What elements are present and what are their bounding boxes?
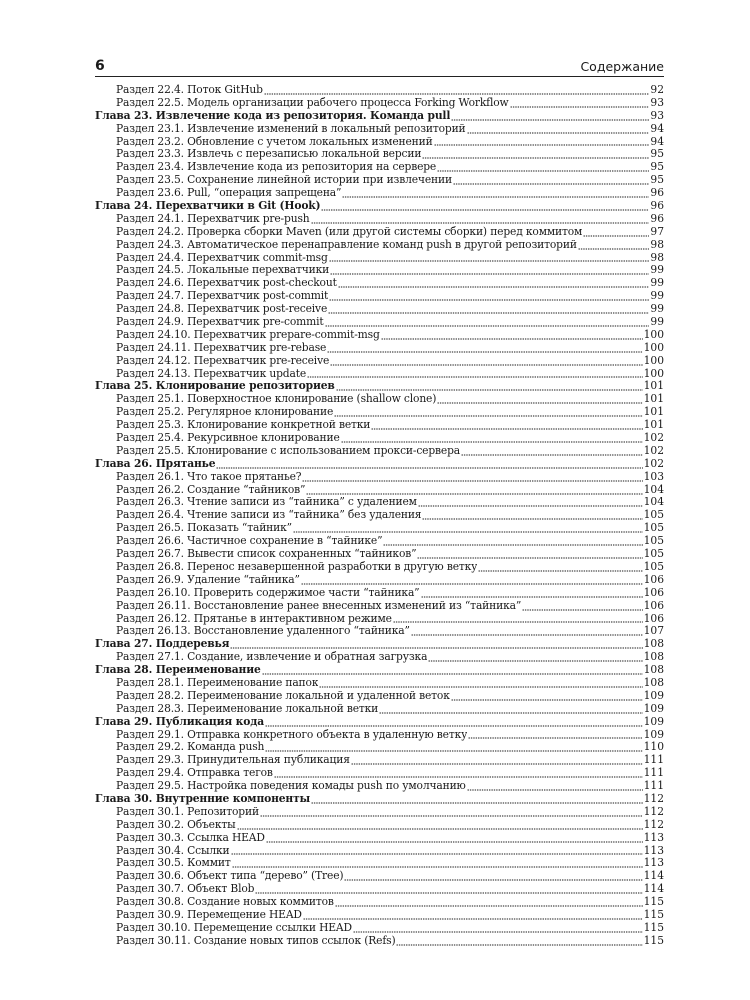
- toc-entry-page-number: 99: [650, 290, 664, 303]
- toc-entry-title: Глава 23. Извлечение кода из репозитория. Команда pull: [95, 109, 451, 122]
- toc-entry-title: Раздел 30.8. Создание новых коммитов: [116, 896, 334, 909]
- toc-dot-leader: [336, 382, 643, 391]
- toc-dot-leader: [428, 653, 642, 662]
- toc-entry-page-number: 105: [643, 522, 664, 535]
- toc-section-entry[interactable]: [95, 497, 664, 510]
- toc-entry-title: Раздел 29.5. Настройка поведения комады push по умолчанию: [116, 780, 466, 793]
- toc-entry-page-number: 93: [650, 109, 664, 122]
- toc-section-entry[interactable]: [95, 174, 664, 187]
- toc-entry-page-number: 97: [650, 225, 664, 238]
- toc-entry-page-number: 96: [650, 187, 664, 200]
- toc-entry-title: Раздел 26.12. Прятанье в интерактивном режиме: [116, 612, 392, 625]
- toc-section-entry[interactable]: [95, 123, 664, 136]
- toc-entry-page-number: 105: [643, 548, 664, 561]
- toc-entry-page-number: 101: [643, 406, 664, 419]
- toc-entry-title: Раздел 23.6. Pull, “операция запрещена”: [116, 187, 342, 200]
- toc-section-entry[interactable]: [95, 767, 664, 780]
- toc-entry-title: Раздел 28.1. Переименование папок: [116, 676, 319, 689]
- toc-dot-leader: [303, 911, 643, 920]
- toc-section-entry[interactable]: [95, 226, 664, 239]
- toc-dot-leader: [453, 176, 649, 185]
- toc-entry-title: Раздел 26.2. Создание “тайников”: [116, 483, 306, 496]
- toc-entry-page-number: 93: [650, 96, 664, 109]
- toc-entry-page-number: 109: [643, 715, 664, 728]
- toc-section-entry[interactable]: [95, 522, 664, 535]
- toc-entry-title: Глава 27. Поддеревья: [95, 638, 230, 651]
- toc-entry-page-number: 109: [643, 702, 664, 715]
- toc-entry-title: Раздел 30.1. Репозиторий: [116, 805, 259, 818]
- toc-entry-page-number: 100: [643, 328, 664, 341]
- toc-entry-page-number: 100: [643, 354, 664, 367]
- toc-entry-title: Раздел 24.1. Перехватчик pre-push: [116, 212, 310, 225]
- toc-section-entry[interactable]: [95, 84, 664, 97]
- toc-section-entry[interactable]: [95, 587, 664, 600]
- toc-dot-leader: [461, 447, 643, 456]
- toc-entry-title: Раздел 25.1. Поверхностное клонирование (shallow clone): [116, 393, 437, 406]
- toc-section-entry[interactable]: [95, 535, 664, 548]
- toc-dot-leader: [396, 937, 642, 946]
- toc-chapter-entry[interactable]: [95, 716, 664, 729]
- toc-entry-title: Глава 30. Внутренние компоненты: [95, 792, 311, 805]
- toc-entry-page-number: 102: [643, 444, 664, 457]
- toc-dot-leader: [262, 666, 643, 675]
- toc-entry-title: Раздел 26.3. Чтение записи из “тайника” с удалением: [116, 496, 417, 509]
- toc-section-entry[interactable]: [95, 922, 664, 935]
- toc-dot-leader: [328, 305, 649, 314]
- toc-entry-page-number: 115: [643, 921, 664, 934]
- toc-section-entry[interactable]: [95, 213, 664, 226]
- toc-entry-page-number: 106: [643, 612, 664, 625]
- toc-section-entry[interactable]: [95, 690, 664, 703]
- toc-dot-leader: [437, 163, 649, 172]
- toc-section-entry[interactable]: [95, 509, 664, 522]
- toc-entry-title: Раздел 28.3. Переименование локальной ветки: [116, 702, 379, 715]
- toc-entry-page-number: 105: [643, 560, 664, 573]
- toc-dot-leader: [329, 292, 649, 301]
- toc-section-entry[interactable]: [95, 252, 664, 265]
- toc-entry-title: Раздел 24.4. Перехватчик commit-msg: [116, 251, 328, 264]
- toc-entry-page-number: 98: [650, 251, 664, 264]
- toc-entry-title: Раздел 26.8. Перенос незавершенной разработки в другую ветку: [116, 560, 478, 573]
- toc-section-entry[interactable]: [95, 393, 664, 406]
- toc-dot-leader: [319, 679, 642, 688]
- toc-dot-leader: [418, 498, 643, 507]
- toc-dot-leader: [451, 112, 649, 121]
- toc-entry-page-number: 111: [643, 767, 664, 780]
- toc-dot-leader: [216, 460, 642, 469]
- toc-dot-leader: [342, 189, 649, 198]
- toc-entry-title: Раздел 24.11. Перехватчик pre-rebase: [116, 341, 327, 354]
- toc-entry-title: Раздел 25.4. Рекурсивное клонирование: [116, 432, 340, 445]
- toc-entry-page-number: 113: [643, 831, 664, 844]
- toc-dot-leader: [393, 614, 643, 623]
- toc-entry-title: Раздел 29.1. Отправка конкретного объекта в удаленную ветку: [116, 728, 468, 741]
- toc-dot-leader: [334, 408, 642, 417]
- toc-section-entry[interactable]: [95, 264, 664, 277]
- toc-section-entry[interactable]: [95, 574, 664, 587]
- toc-entry-title: Раздел 30.7. Объект Blob: [116, 883, 255, 896]
- toc-section-entry[interactable]: [95, 729, 664, 742]
- toc-section-entry[interactable]: [95, 896, 664, 909]
- toc-dot-leader: [306, 486, 642, 495]
- toc-entry-title: Раздел 24.9. Перехватчик pre-commit: [116, 316, 324, 329]
- toc-entry-page-number: 100: [643, 341, 664, 354]
- toc-dot-leader: [411, 627, 643, 636]
- toc-dot-leader: [467, 782, 643, 791]
- toc-section-entry[interactable]: [95, 883, 664, 896]
- toc-entry-page-number: 106: [643, 599, 664, 612]
- toc-dot-leader: [434, 137, 650, 146]
- toc-entry-page-number: 92: [650, 84, 664, 96]
- toc-entry-title: Раздел 28.2. Переименование локальной и удаленной веток: [116, 689, 450, 702]
- toc-section-entry[interactable]: [95, 870, 664, 883]
- toc-dot-leader: [329, 253, 650, 262]
- toc-entry-page-number: 109: [643, 689, 664, 702]
- toc-section-entry[interactable]: [95, 342, 664, 355]
- toc-dot-leader: [260, 808, 643, 817]
- toc-entry-page-number: 110: [643, 741, 664, 754]
- toc-section-entry[interactable]: [95, 239, 664, 252]
- toc-dot-leader: [230, 640, 642, 649]
- toc-chapter-entry[interactable]: [95, 458, 664, 471]
- toc-dot-leader: [353, 924, 643, 933]
- toc-section-entry[interactable]: [95, 845, 664, 858]
- toc-entry-title: Глава 29. Публикация кода: [95, 715, 264, 728]
- toc-entry-page-number: 101: [643, 419, 664, 432]
- toc-dot-leader: [478, 563, 642, 572]
- toc-dot-leader: [341, 434, 643, 443]
- toc-entry-title: Раздел 26.1. Что такое прятанье?: [116, 470, 302, 483]
- toc-dot-leader: [583, 228, 649, 237]
- toc-entry-title: Раздел 26.7. Вывести список сохраненных “тайников”: [116, 548, 417, 561]
- toc-section-entry[interactable]: [95, 625, 664, 638]
- running-title: Содержание: [580, 59, 664, 74]
- toc-dot-leader: [379, 705, 642, 714]
- toc-entry-title: Глава 26. Прятанье: [95, 457, 216, 470]
- toc-section-entry[interactable]: [95, 136, 664, 149]
- toc-entry-title: Раздел 26.11. Восстановление ранее внесенных изменений из “тайника”: [116, 599, 522, 612]
- toc-entry-title: Раздел 26.13. Восстановление удаленного “тайника”: [116, 625, 410, 638]
- toc-entry-page-number: 103: [643, 470, 664, 483]
- toc-entry-title: Раздел 30.10. Перемещение ссылки HEAD: [116, 921, 352, 934]
- toc-section-entry[interactable]: [95, 97, 664, 110]
- toc-entry-page-number: 105: [643, 535, 664, 548]
- toc-entry-title: Раздел 22.5. Модель организации рабочего процесса Forking Workflow: [116, 96, 509, 109]
- toc-entry-page-number: 96: [650, 200, 664, 212]
- toc-dot-leader: [274, 769, 643, 778]
- toc-entry-title: Раздел 23.1. Извлечение изменений в локальный репозиторий: [116, 122, 466, 135]
- toc-dot-leader: [232, 859, 643, 868]
- toc-entry-page-number: 115: [643, 934, 664, 947]
- toc-dot-leader: [383, 537, 642, 546]
- toc-entry-title: Раздел 23.5. Сохранение линейной истории при извлечении: [116, 174, 452, 187]
- toc-entry-page-number: 106: [643, 573, 664, 586]
- toc-section-entry[interactable]: [95, 316, 664, 329]
- toc-section-entry[interactable]: [95, 277, 664, 290]
- toc-entry-title: Раздел 26.6. Частичное сохранение в “тайнике”: [116, 535, 383, 548]
- toc-section-entry[interactable]: [95, 290, 664, 303]
- page-header: [95, 58, 664, 77]
- toc-section-entry[interactable]: [95, 832, 664, 845]
- toc-dot-leader: [327, 344, 642, 353]
- toc-section-entry[interactable]: [95, 419, 664, 432]
- toc-entry-page-number: 105: [643, 509, 664, 522]
- toc-entry-title: Раздел 24.8. Перехватчик post-receive: [116, 303, 328, 316]
- toc-entry-page-number: 98: [650, 238, 664, 251]
- toc-entry-title: Раздел 29.3. Принудительная публикация: [116, 754, 350, 767]
- toc-chapter-entry[interactable]: [95, 380, 664, 393]
- toc-dot-leader: [307, 369, 643, 378]
- toc-chapter-entry[interactable]: [95, 793, 664, 806]
- toc-dot-leader: [302, 473, 642, 482]
- toc-section-entry[interactable]: [95, 148, 664, 161]
- toc-entry-title: Раздел 25.3. Клонирование конкретной ветки: [116, 419, 371, 432]
- toc-entry-page-number: 99: [650, 316, 664, 329]
- toc-entry-page-number: 108: [643, 638, 664, 651]
- toc-section-entry[interactable]: [95, 406, 664, 419]
- toc-entry-title: Раздел 24.10. Перехватчик prepare-commit-msg: [116, 328, 380, 341]
- toc-dot-leader: [293, 524, 643, 533]
- toc-dot-leader: [311, 215, 650, 224]
- toc-entry-page-number: 101: [643, 393, 664, 406]
- toc-entry-page-number: 104: [643, 496, 664, 509]
- toc-entry-page-number: 114: [643, 870, 664, 883]
- toc-entry-page-number: 106: [643, 586, 664, 599]
- toc-section-entry[interactable]: [95, 819, 664, 832]
- toc-entry-title: Раздел 26.9. Удаление “тайника”: [116, 573, 300, 586]
- toc-entry-page-number: 94: [650, 122, 664, 135]
- toc-entry-page-number: 107: [643, 625, 664, 638]
- toc-entry-title: Раздел 30.4. Ссылки: [116, 844, 230, 857]
- toc-chapter-entry[interactable]: [95, 200, 664, 213]
- toc-entry-title: Раздел 30.6. Объект типа “дерево” (Tree): [116, 870, 344, 883]
- toc-entry-page-number: 109: [643, 728, 664, 741]
- toc-dot-leader: [265, 718, 643, 727]
- toc-section-entry[interactable]: [95, 445, 664, 458]
- toc-entry-title: Глава 24. Перехватчики в Git (Hook): [95, 200, 321, 212]
- toc-chapter-entry[interactable]: [95, 664, 664, 677]
- toc-section-entry[interactable]: [95, 303, 664, 316]
- toc-dot-leader: [255, 885, 642, 894]
- toc-section-entry[interactable]: [95, 561, 664, 574]
- toc-dot-leader: [265, 743, 642, 752]
- toc-section-entry[interactable]: [95, 355, 664, 368]
- toc-entry-title: Раздел 24.6. Перехватчик post-checkout: [116, 277, 337, 290]
- toc-section-entry[interactable]: [95, 368, 664, 381]
- toc-dot-leader: [381, 331, 643, 340]
- toc-section-entry[interactable]: [95, 909, 664, 922]
- toc-entry-title: Раздел 24.3. Автоматическое перенаправление команд push в другой репозиторий: [116, 238, 577, 251]
- toc-entry-page-number: 113: [643, 844, 664, 857]
- toc-section-entry[interactable]: [95, 754, 664, 767]
- toc-entry-title: Раздел 22.4. Поток GitHub: [116, 84, 263, 96]
- toc-section-entry[interactable]: [95, 651, 664, 664]
- toc-section-entry[interactable]: [95, 806, 664, 819]
- toc-entry-page-number: 95: [650, 161, 664, 174]
- toc-dot-leader: [467, 125, 650, 134]
- toc-entry-title: Раздел 24.13. Перехватчик update: [116, 367, 307, 380]
- toc-section-entry[interactable]: [95, 484, 664, 497]
- toc-section-entry[interactable]: [95, 548, 664, 561]
- toc-entry-page-number: 99: [650, 303, 664, 316]
- toc-entry-title: Раздел 30.11. Создание новых типов ссылок (Refs): [116, 934, 396, 947]
- toc-dot-leader: [451, 692, 643, 701]
- toc-entry-page-number: 101: [643, 380, 664, 393]
- toc-section-entry[interactable]: [95, 613, 664, 626]
- toc-entry-title: Раздел 23.2. Обновление с учетом локальных изменений: [116, 135, 433, 148]
- toc-section-entry[interactable]: [95, 471, 664, 484]
- toc-entry-page-number: 114: [643, 883, 664, 896]
- toc-section-entry[interactable]: [95, 741, 664, 754]
- toc-entry-page-number: 102: [643, 432, 664, 445]
- toc-section-entry[interactable]: [95, 703, 664, 716]
- toc-dot-leader: [422, 511, 642, 520]
- toc-dot-leader: [266, 834, 643, 843]
- toc-section-entry[interactable]: [95, 161, 664, 174]
- toc-section-entry[interactable]: [95, 600, 664, 613]
- toc-entry-title: Раздел 25.5. Клонирование с использованием прокси-сервера: [116, 444, 460, 457]
- toc-entry-page-number: 108: [643, 676, 664, 689]
- toc-entry-page-number: 94: [650, 135, 664, 148]
- toc-section-entry[interactable]: [95, 187, 664, 200]
- toc-section-entry[interactable]: [95, 329, 664, 342]
- toc-entry-page-number: 113: [643, 857, 664, 870]
- toc-entry-title: Раздел 30.5. Коммит: [116, 857, 231, 870]
- toc-entry-title: Раздел 30.9. Перемещение HEAD: [116, 909, 302, 921]
- toc-entry-page-number: 100: [643, 367, 664, 380]
- toc-dot-leader: [468, 730, 642, 739]
- toc-entry-page-number: 115: [643, 896, 664, 909]
- toc-section-entry[interactable]: [95, 935, 664, 948]
- toc-section-entry[interactable]: [95, 677, 664, 690]
- toc-entry-title: Раздел 26.10. Проверить содержимое части “тайника”: [116, 586, 420, 599]
- toc-entry-page-number: 115: [643, 909, 664, 921]
- toc-chapter-entry[interactable]: [95, 110, 664, 123]
- toc-dot-leader: [325, 318, 650, 327]
- toc-entry-title: Раздел 26.5. Показать “тайник”: [116, 522, 292, 535]
- toc-entry-title: Раздел 24.7. Перехватчик post-commit: [116, 290, 329, 303]
- toc-entry-title: Глава 25. Клонирование репозиториев: [95, 380, 335, 393]
- toc-dot-leader: [351, 756, 643, 765]
- toc-dot-leader: [237, 821, 643, 830]
- toc-entry-title: Раздел 27.1. Создание, извлечение и обратная загрузка: [116, 651, 428, 664]
- toc-dot-leader: [421, 589, 643, 598]
- toc-entry-title: Глава 28. Переименование: [95, 664, 261, 677]
- toc-dot-leader: [510, 99, 650, 108]
- toc-entry-title: Раздел 26.4. Чтение записи из “тайника” без удаления: [116, 509, 422, 522]
- toc-entry-page-number: 96: [650, 212, 664, 225]
- toc-entry-title: Раздел 30.3. Ссылка HEAD: [116, 831, 265, 844]
- toc-dot-leader: [522, 602, 642, 611]
- toc-dot-leader: [422, 150, 649, 159]
- toc-entry-title: Раздел 29.4. Отправка тегов: [116, 767, 273, 780]
- toc-entry-title: Раздел 24.5. Локальные перехватчики: [116, 264, 330, 277]
- toc-entry-page-number: 99: [650, 277, 664, 290]
- toc-entry-title: Раздел 24.2. Проверка сборки Maven (или другой системы сборки) перед коммитом: [116, 225, 583, 238]
- toc-entry-title: Раздел 25.2. Регулярное клонирование: [116, 406, 334, 419]
- toc-dot-leader: [264, 86, 650, 95]
- toc-dot-leader: [321, 202, 649, 211]
- toc-dot-leader: [311, 795, 642, 804]
- toc-entry-page-number: 108: [643, 651, 664, 664]
- toc-section-entry[interactable]: [95, 432, 664, 445]
- toc-entry-page-number: 112: [643, 818, 664, 831]
- toc-dot-leader: [330, 266, 649, 275]
- toc-dot-leader: [338, 279, 650, 288]
- toc-dot-leader: [578, 241, 650, 250]
- toc-entry-title: Раздел 24.12. Перехватчик pre-receive: [116, 354, 330, 367]
- table-of-contents: [95, 84, 664, 948]
- toc-dot-leader: [330, 357, 642, 366]
- toc-dot-leader: [335, 898, 643, 907]
- toc-section-entry[interactable]: [95, 780, 664, 793]
- toc-entry-page-number: 95: [650, 174, 664, 187]
- page-number: 6: [95, 58, 105, 74]
- toc-dot-leader: [417, 550, 642, 559]
- toc-entry-page-number: 112: [643, 805, 664, 818]
- toc-entry-page-number: 104: [643, 483, 664, 496]
- toc-dot-leader: [371, 421, 642, 430]
- toc-entry-page-number: 111: [643, 780, 664, 793]
- toc-entry-page-number: 95: [650, 148, 664, 161]
- toc-section-entry[interactable]: [95, 857, 664, 870]
- toc-entry-page-number: 112: [643, 792, 664, 805]
- toc-dot-leader: [231, 846, 643, 855]
- toc-entry-page-number: 102: [643, 457, 664, 470]
- toc-chapter-entry[interactable]: [95, 638, 664, 651]
- toc-dot-leader: [301, 576, 643, 585]
- toc-entry-title: Раздел 23.3. Извлечь с перезаписью локальной версии: [116, 148, 422, 161]
- toc-entry-page-number: 111: [643, 754, 664, 767]
- toc-dot-leader: [344, 872, 642, 881]
- toc-entry-page-number: 99: [650, 264, 664, 277]
- toc-dot-leader: [437, 395, 642, 404]
- toc-entry-title: Раздел 30.2. Объекты: [116, 818, 236, 831]
- toc-entry-title: Раздел 23.4. Извлечение кода из репозитория на сервере: [116, 161, 437, 174]
- toc-entry-title: Раздел 29.2. Команда push: [116, 741, 265, 754]
- toc-entry-page-number: 108: [643, 664, 664, 677]
